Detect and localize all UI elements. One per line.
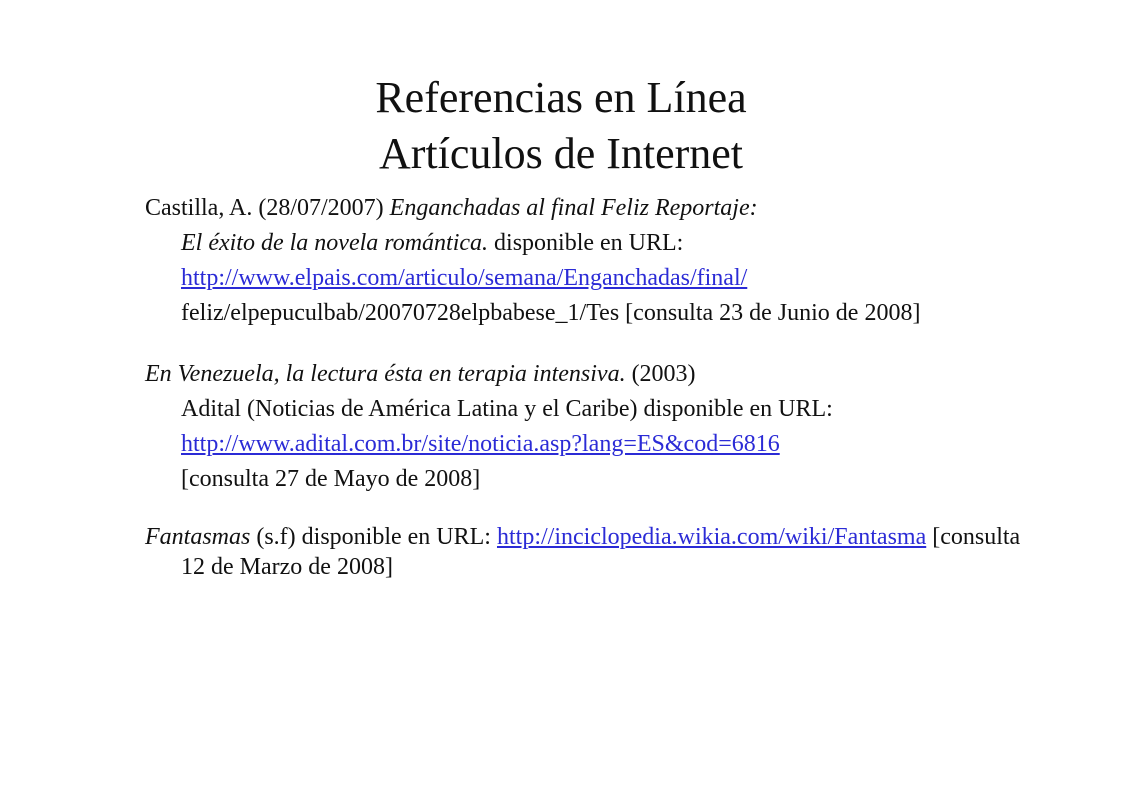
- reference-url-link[interactable]: http://www.adital.com.br/site/noticia.asp?lang=ES&cod=6816: [181, 431, 780, 457]
- reference-availability: disponible en URL:: [488, 230, 684, 256]
- reference-url-link[interactable]: http://inciclopedia.wikia.com/wiki/Fantasma: [496, 524, 927, 550]
- reference-title: Fantasmas: [145, 524, 251, 550]
- reference-line: [145, 228, 1025, 263]
- reference-spacer: [145, 328, 1025, 359]
- reference-availability: (s.f) disponible en URL:: [250, 524, 491, 550]
- reference-line: [145, 429, 1025, 464]
- reference-spacer: [145, 499, 1025, 522]
- reference-line: [145, 263, 1025, 298]
- reference-year: (2003): [625, 361, 696, 387]
- reference-line: [145, 394, 1025, 429]
- reference-title: Enganchadas al final Feliz Reportaje:: [389, 195, 758, 221]
- reference-line: [145, 359, 1025, 394]
- reference-subtitle: El éxito de la novela romántica.: [181, 230, 489, 256]
- reference-elpais: [145, 193, 1025, 328]
- reference-url-link[interactable]: http://www.elpais.com/articulo/semana/Enganchadas/final/: [181, 265, 748, 291]
- reference-line: [145, 464, 1025, 499]
- title-line-1: Referencias en Línea: [375, 73, 747, 122]
- reference-list: [145, 193, 1025, 582]
- reference-url-continuation: feliz/elpepuculbab/20070728elpbabese_1/Tes [consulta 23 de Junio de 2008]: [181, 300, 921, 326]
- reference-adital: [145, 359, 1025, 499]
- reference-consulta: [consulta 27 de Mayo de 2008]: [181, 466, 481, 492]
- title-line-2: Artículos de Internet: [378, 129, 744, 178]
- reference-inciclopedia: [145, 522, 1025, 582]
- slide-title: [0, 70, 1122, 182]
- reference-author-date: Castilla, A. (28/07/2007): [145, 195, 390, 221]
- reference-title: En Venezuela, la lectura ésta en terapia intensiva.: [145, 361, 626, 387]
- reference-line: [145, 193, 1025, 228]
- reference-source: Adital (Noticias de América Latina y el Caribe) disponible en URL:: [181, 396, 833, 422]
- reference-consulta: [consulta 12 de Marzo de 2008]: [181, 524, 1021, 580]
